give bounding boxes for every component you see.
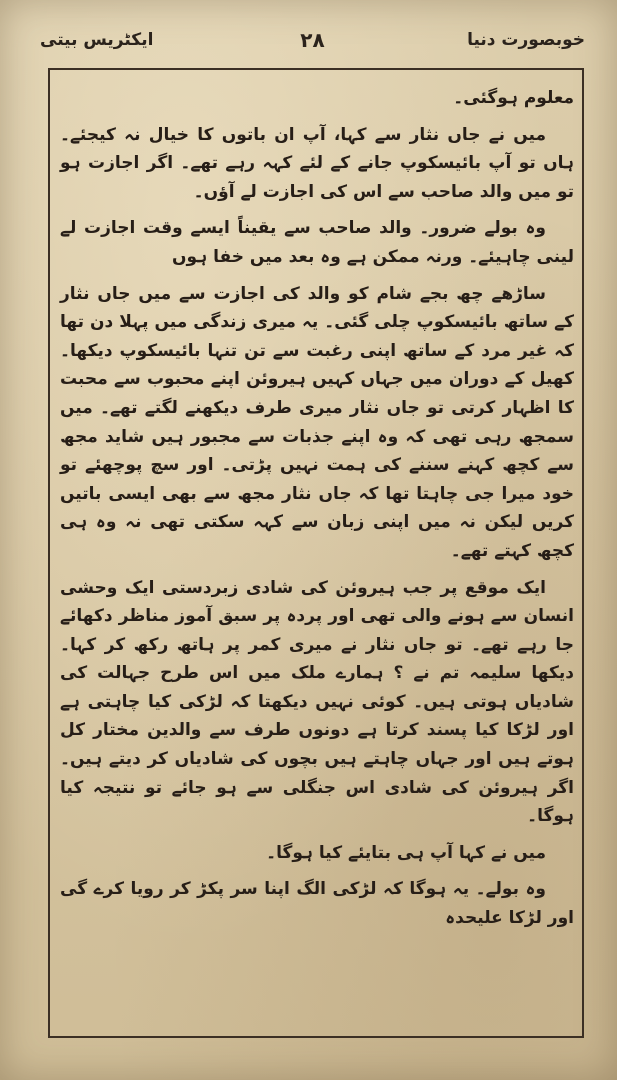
paragraph: وہ بولے ضرور۔ والد صاحب سے یقیناً ایسے وقت اجازت لے لینی چاہیئے۔ ورنہ ممکن ہے وہ بعد میں خفا ہوں — [60, 218, 574, 267]
book-title: خوبصورت دنیا — [467, 30, 585, 50]
body-text — [60, 84, 574, 941]
running-header — [40, 28, 585, 68]
chapter-title: ایکٹریس بیتی — [40, 30, 154, 50]
paragraph: میں نے جاں نثار سے کہا، آپ ان باتوں کا خیال نہ کیجئے۔ ہاں تو آپ بائیسکوپ جانے کے لئے کہہ رہے تھے۔ اگر اجازت ہو تو میں والد صاحب سے اس کی اجازت لے آؤں۔ — [60, 124, 574, 202]
paragraph: میں نے کہا آپ ہی بتایئے کیا ہوگا۔ — [266, 842, 546, 863]
paragraph: ساڑھے چھ بجے شام کو والد کی اجازت سے میں جاں نثار کے ساتھ بائیسکوپ چلی گئی۔ یہ میری زندگی میں پہلا دن تھا کہ غیر مرد کے ساتھ اپنی رغبت سے تن تنہا بائیسکوپ دیکھا۔ کھیل کے دوران میں جہاں کہیں ہیروئن اپنے محبوب سے محبت کا اظہار کرتی تو جاں نثار میری طرف دیکھنے لگتے تھے۔ میں سمجھ رہی تھی کہ وہ اپنے جذبات سے مجبور ہیں شاید مجھ سے کچھ کہنے سننے کی ہمت نہیں پڑتی۔ اور سچ پوچھئے تو خود میرا جی چاہتا تھا کہ جاں نثار مجھ سے بھی ایسی باتیں کریں لیکن نہ میں اپنی زبان سے کہہ سکتی تھی نہ وہ ہی کچھ کہتے تھے۔ — [60, 283, 574, 561]
page-number: ۲۸ — [300, 28, 325, 52]
paragraph: ایک موقع پر جب ہیروئن کی شادی زبردستی ایک وحشی انسان سے ہونے والی تھی اور پردہ پر سبق آموز مناظر دکھائے جا رہے تھے۔ تو جاں نثار نے میری کمر پر ہاتھ رکھ کر کہا۔ دیکھا سلیمہ تم نے ؟ ہمارے ملک میں اس طرح جہالت کی شادیاں ہوتی ہیں۔ کوئی نہیں دیکھتا کہ لڑکی کیا چاہتی ہے اور لڑکا کیا پسند کرتا ہے دونوں طرف سے والدین مختار کل ہوتے ہیں اور جہاں چاہتے ہیں بچوں کی شادیاں کر دیتے ہیں۔ اگر ہیروئن کی شادی اس جنگلی سے ہو جائے تو نتیجہ کیا ہوگا۔ — [60, 577, 574, 827]
paragraph: معلوم ہوگئی۔ — [453, 88, 574, 108]
paragraph: وہ بولے۔ یہ ہوگا کہ لڑکی الگ اپنا سر پکڑ کر رویا کرے گی اور لڑکا علیحدہ — [60, 879, 574, 929]
